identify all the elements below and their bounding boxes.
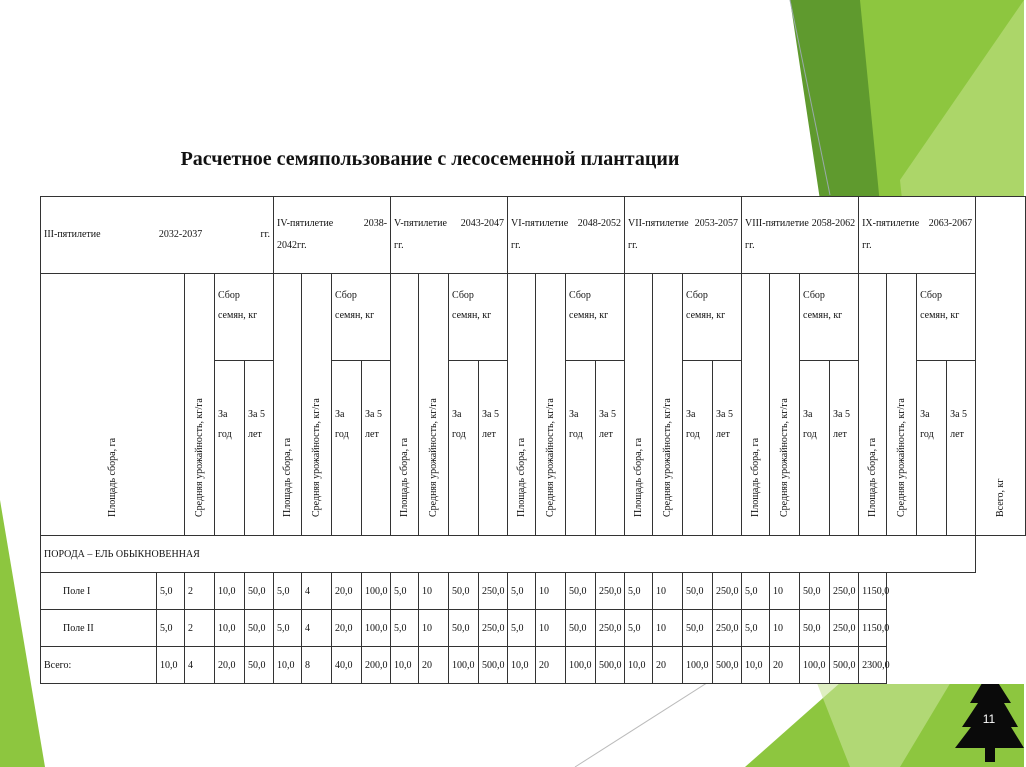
table-cell: 10: [536, 573, 566, 610]
yield-header-label: Средняя урожайность, кг/га: [427, 398, 439, 517]
period-label: [628, 213, 738, 257]
table-cell: 5,0: [508, 573, 536, 610]
table-cell: 250,0: [596, 573, 625, 610]
table-cell: 250,0: [830, 573, 859, 610]
period-name: VIII-пятилетие: [745, 218, 809, 229]
period-header: [625, 197, 742, 274]
table-cell: 10,0: [391, 647, 419, 684]
per-5-years-header: За 5 лет: [947, 361, 976, 536]
table-cell: 50,0: [566, 610, 596, 647]
area-header-label: Площадь сбора, га: [106, 437, 118, 517]
table-cell: 4: [185, 647, 215, 684]
period-label: [745, 213, 855, 257]
per-year-header: За год: [800, 361, 830, 536]
total-header: [976, 197, 1026, 536]
collection-header: Сбор семян, кг: [566, 274, 625, 361]
table-cell: 10,0: [742, 647, 770, 684]
collection-header: Сбор семян, кг: [332, 274, 391, 361]
species-row: [41, 536, 1026, 573]
table-cell: 2: [185, 610, 215, 647]
table-cell: 10,0: [274, 647, 302, 684]
period-span: 2048-2052 гг.: [511, 218, 622, 251]
table-cell: 10,0: [625, 647, 653, 684]
period-name: III-пятилетие: [44, 229, 101, 240]
table-row: [41, 647, 1026, 684]
period-label: [862, 213, 972, 257]
table-cell: 10: [653, 573, 683, 610]
area-header-label: Площадь сбора, га: [749, 437, 761, 517]
table-cell: 5,0: [391, 573, 419, 610]
collection-header: Сбор семян, кг: [215, 274, 274, 361]
table-cell: 250,0: [713, 573, 742, 610]
period-label: [44, 224, 270, 246]
table-cell: 10,0: [508, 647, 536, 684]
yield-header: [302, 274, 332, 536]
area-header: [625, 274, 653, 536]
table-cell: 200,0: [362, 647, 391, 684]
period-header: [508, 197, 625, 274]
period-span: 2043-2047 гг.: [394, 218, 505, 251]
yield-header: [419, 274, 449, 536]
table-cell: 10,0: [215, 573, 245, 610]
table-cell: 2: [185, 573, 215, 610]
per-year-header: За год: [332, 361, 362, 536]
yield-header: [770, 274, 800, 536]
period-label: [394, 213, 504, 257]
table-cell: 250,0: [479, 573, 508, 610]
table-cell: 20: [653, 647, 683, 684]
row-label: Всего:: [41, 647, 157, 684]
table-row: [41, 573, 1026, 610]
yield-header: [653, 274, 683, 536]
table-cell: 500,0: [830, 647, 859, 684]
table-cell: 1150,0: [859, 573, 887, 610]
table-cell: 500,0: [596, 647, 625, 684]
period-span: 2032-2037 гг.: [158, 229, 271, 240]
table-cell: 5,0: [625, 610, 653, 647]
row-label: Поле II: [41, 610, 157, 647]
yield-header-label: Средняя урожайность, кг/га: [778, 398, 790, 517]
period-header: [742, 197, 859, 274]
area-header: [391, 274, 419, 536]
table-cell: 50,0: [245, 647, 274, 684]
per-year-header: За год: [683, 361, 713, 536]
table-cell: 50,0: [683, 573, 713, 610]
area-header-label: Площадь сбора, га: [866, 437, 878, 517]
period-span: 2058-2062 гг.: [745, 218, 856, 251]
area-header: [859, 274, 887, 536]
table-cell: 100,0: [362, 610, 391, 647]
yield-header-label: Средняя урожайность, кг/га: [661, 398, 673, 517]
period-span: 2063-2067 гг.: [862, 218, 973, 251]
table-cell: 10,0: [215, 610, 245, 647]
per-year-header: За год: [917, 361, 947, 536]
per-5-years-header: За 5 лет: [713, 361, 742, 536]
total-header-label: Всего, кг: [994, 478, 1006, 517]
yield-header: [887, 274, 917, 536]
table-cell: 10: [770, 610, 800, 647]
table-cell: 20,0: [332, 573, 362, 610]
period-header: [859, 197, 976, 274]
table-cell: 10: [536, 610, 566, 647]
table-cell: 50,0: [449, 573, 479, 610]
table-cell: 20,0: [215, 647, 245, 684]
table-cell: 1150,0: [859, 610, 887, 647]
period-label: [511, 213, 621, 257]
table-cell: 10,0: [157, 647, 185, 684]
table-cell: 100,0: [566, 647, 596, 684]
collection-header: Сбор семян, кг: [800, 274, 859, 361]
period-name: V-пятилетие: [394, 218, 447, 229]
table-cell: 5,0: [157, 610, 185, 647]
table-cell: 250,0: [596, 610, 625, 647]
subheader-row: [41, 274, 1026, 361]
period-header: [41, 197, 274, 274]
per-year-header: За год: [449, 361, 479, 536]
period-name: IV-пятилетие: [277, 218, 334, 229]
table-cell: 40,0: [332, 647, 362, 684]
area-header: [274, 274, 302, 536]
table-row: [41, 610, 1026, 647]
table-cell: 100,0: [362, 573, 391, 610]
area-header: [41, 274, 185, 536]
table-cell: 5,0: [391, 610, 419, 647]
table-cell: 20: [419, 647, 449, 684]
table-cell: 5,0: [742, 610, 770, 647]
period-header: [274, 197, 391, 274]
table-cell: 250,0: [479, 610, 508, 647]
table-cell: 20,0: [332, 610, 362, 647]
table-cell: 10: [419, 573, 449, 610]
area-header: [742, 274, 770, 536]
green-triangle-left: [0, 500, 45, 767]
table-cell: 20: [770, 647, 800, 684]
area-header-label: Площадь сбора, га: [398, 437, 410, 517]
table-cell: 5,0: [274, 610, 302, 647]
table-cell: 5,0: [625, 573, 653, 610]
area-header: [508, 274, 536, 536]
per-year-header: За год: [215, 361, 245, 536]
per-5-years-header: За 5 лет: [596, 361, 625, 536]
per-year-header: За год: [566, 361, 596, 536]
area-header-label: Площадь сбора, га: [515, 437, 527, 517]
table-cell: 4: [302, 573, 332, 610]
period-span: 2053-2057 гг.: [628, 218, 739, 251]
table-cell: 5,0: [157, 573, 185, 610]
table-cell: 500,0: [713, 647, 742, 684]
table-cell: 5,0: [274, 573, 302, 610]
period-name: VII-пятилетие: [628, 218, 689, 229]
table-cell: 50,0: [245, 610, 274, 647]
table-cell: 5,0: [742, 573, 770, 610]
per-5-years-header: За 5 лет: [362, 361, 391, 536]
table-cell: 8: [302, 647, 332, 684]
table-cell: 100,0: [800, 647, 830, 684]
table-cell: 10: [653, 610, 683, 647]
table-cell: 250,0: [830, 610, 859, 647]
table-cell: 50,0: [449, 610, 479, 647]
yield-header-label: Средняя урожайность, кг/га: [895, 398, 907, 517]
period-header: [391, 197, 508, 274]
species-label: ПОРОДА – ЕЛЬ ОБЫКНОВЕННАЯ: [41, 536, 976, 573]
yield-header-label: Средняя урожайность, кг/га: [310, 398, 322, 517]
area-header-label: Площадь сбора, га: [281, 437, 293, 517]
per-5-years-header: За 5 лет: [479, 361, 508, 536]
table-cell: 50,0: [566, 573, 596, 610]
table-cell: 100,0: [449, 647, 479, 684]
table-cell: 20: [536, 647, 566, 684]
table-cell: 500,0: [479, 647, 508, 684]
slide-number: 11: [982, 712, 996, 726]
period-name: VI-пятилетие: [511, 218, 569, 229]
yield-header-label: Средняя урожайность, кг/га: [544, 398, 556, 517]
table-cell: 10: [770, 573, 800, 610]
collection-header: Сбор семян, кг: [449, 274, 508, 361]
table-cell: 50,0: [800, 573, 830, 610]
area-header-label: Площадь сбора, га: [632, 437, 644, 517]
yield-header: [185, 274, 215, 536]
table-cell: 10: [419, 610, 449, 647]
table-cell: 100,0: [683, 647, 713, 684]
per-5-years-header: За 5 лет: [245, 361, 274, 536]
table-cell: 5,0: [508, 610, 536, 647]
table-cell: 50,0: [245, 573, 274, 610]
period-header-row: [41, 197, 1026, 274]
per-5-years-header: За 5 лет: [830, 361, 859, 536]
collection-header: Сбор семян, кг: [683, 274, 742, 361]
seed-usage-table: [40, 196, 1026, 684]
period-label: [277, 213, 387, 257]
yield-header: [536, 274, 566, 536]
table-cell: 50,0: [683, 610, 713, 647]
row-label: Поле I: [41, 573, 157, 610]
period-name: IX-пятилетие: [862, 218, 920, 229]
collection-header: Сбор семян, кг: [917, 274, 976, 361]
yield-header-label: Средняя урожайность, кг/га: [193, 398, 205, 517]
table-cell: 4: [302, 610, 332, 647]
table-cell: 2300,0: [859, 647, 887, 684]
slide-title: Расчетное семяпользование с лесосеменной плантации: [180, 148, 680, 170]
table-cell: 50,0: [800, 610, 830, 647]
period-span: 2038-2042гг.: [277, 218, 388, 251]
table-cell: 250,0: [713, 610, 742, 647]
